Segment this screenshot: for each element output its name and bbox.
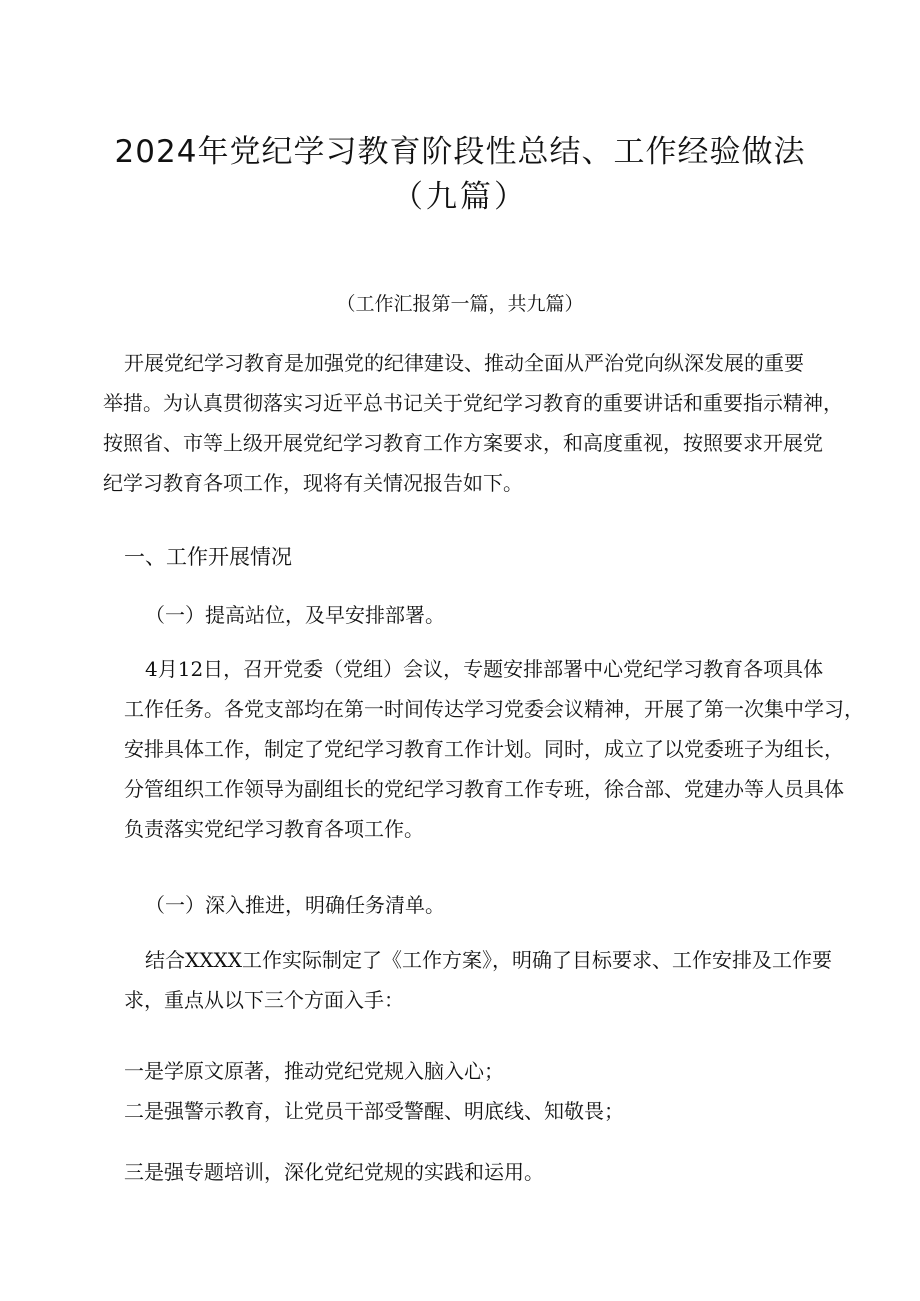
body-paragraph — [124, 940, 864, 1020]
body-line: 4月12日，召开党委（党组）会议，专题安排部署中心党纪学习教育各项具体 — [145, 657, 824, 681]
body-line: 分管组织工作领导为副组长的党纪学习教育工作专班，徐合部、党建办等人员具体 — [124, 777, 844, 801]
intro-line: 开展党纪学习教育是加强党的纪律建设、推动全面从严治党向纵深发展的重要 — [124, 351, 804, 375]
body-line: 结合XXXX工作实际制定了《工作方案》，明确了目标要求、工作安排及工作要 — [145, 948, 832, 972]
intro-line: 举措。为认真贯彻落实习近平总书记关于党纪学习教育的重要讲话和重要指示精神， — [103, 391, 843, 415]
body-line: 求，重点从以下三个方面入手： — [124, 988, 404, 1012]
body-line: 安排具体工作，制定了党纪学习教育工作计划。同时，成立了以党委班子为组长， — [124, 737, 844, 761]
intro-line: 纪学习教育各项工作，现将有关情况报告如下。 — [103, 471, 523, 495]
document-subtitle: （工作汇报第一篇，共九篇） — [336, 293, 584, 315]
body-paragraph — [124, 649, 864, 849]
body-line: 负责落实党纪学习教育各项工作。 — [124, 817, 424, 841]
intro-line: 按照省、市等上级开展党纪学习教育工作方案要求，和高度重视，按照要求开展党 — [103, 431, 823, 455]
document-title: 2024年党纪学习教育阶段性总结、工作经验做法 — [114, 134, 806, 170]
list-item: 二是强警示教育，让党员干部受警醒、明底线、知敬畏； — [124, 1099, 624, 1123]
body-line: 工作任务。各党支部均在第一时间传达学习党委会议精神，开展了第一次集中学习， — [124, 697, 864, 721]
subsection-heading: （一）深入推进，明确任务清单。 — [145, 893, 445, 917]
document-title-suffix: （九篇） — [392, 179, 528, 215]
list-item: 一是学原文原著，推动党纪党规入脑入心； — [124, 1059, 504, 1083]
subsection-heading: （一）提高站位，及早安排部署。 — [145, 603, 445, 627]
intro-paragraph — [103, 343, 864, 503]
list-item: 三是强专题培训，深化党纪党规的实践和运用。 — [124, 1160, 544, 1184]
section-heading: 一、工作开展情况 — [124, 545, 292, 569]
